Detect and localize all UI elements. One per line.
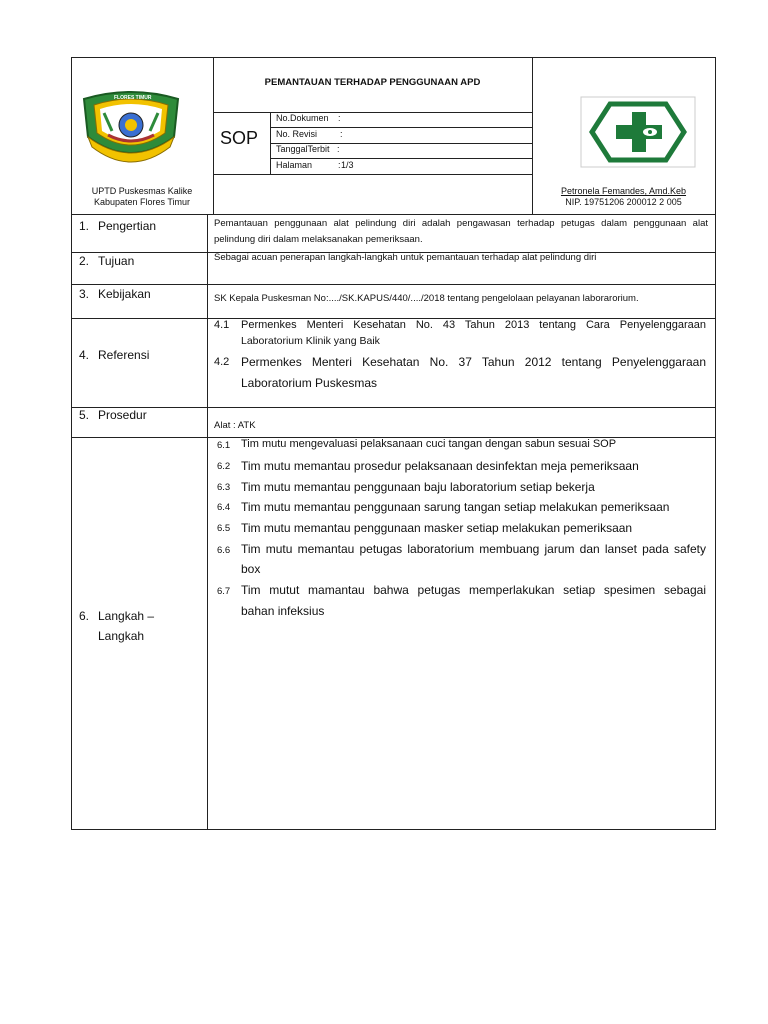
- langkah-item-number: 6.1: [217, 440, 231, 451]
- tujuan-text: Sebagai acuan penerapan langkah-langkah untuk pemantauan terhadap alat pelindung diri: [214, 252, 597, 263]
- section-number: 3.: [79, 287, 90, 301]
- section-number: 6.: [79, 609, 90, 623]
- langkah-item-text: Tim mutu memantau penggunaan masker setiap melakukan pemeriksaan: [241, 521, 633, 535]
- meta-sep: :: [340, 129, 343, 139]
- section-label-kebijakan: Kebijakan: [98, 287, 151, 301]
- puskesmas-logo: [580, 96, 696, 168]
- meta-value-halaman: 1/3: [341, 160, 354, 170]
- section-number: 4.: [79, 348, 90, 362]
- langkah-item-text: Tim mutut mamantau bahwa petugas memperlakukan setiap spesimen sebagai: [241, 583, 706, 597]
- org-regency: Kabupaten Flores Timur: [93, 197, 191, 207]
- referensi-item-number: 4.2: [214, 356, 230, 368]
- langkah-item-number: 6.7: [217, 586, 231, 597]
- kebijakan-text: SK Kepala Puskesman No:..../SK.KAPUS/440/..../2018 tentang pengelolaan pelayanan laborarorium.: [214, 293, 639, 304]
- signer-nip: NIP. 19751206 200012 2 005: [565, 197, 682, 207]
- meta-label-no-dokumen: No.Dokumen: [276, 113, 329, 123]
- langkah-item-text: Tim mutu mengevaluasi pelaksanaan cuci tangan dengan sabun sesuai SOP: [241, 438, 617, 450]
- section-label-langkah-line2: Langkah: [98, 629, 145, 643]
- langkah-item-number: 6.5: [217, 523, 231, 534]
- meta-label-tanggal-terbit: TanggalTerbit: [276, 144, 330, 154]
- section-label-tujuan: Tujuan: [98, 254, 135, 268]
- document-title: PEMANTAUAN TERHADAP PENGGUNAAN APD: [264, 77, 481, 88]
- langkah-item-text: Tim mutu memantau prosedur pelaksanaan desinfektan meja pemeriksaan: [241, 459, 639, 473]
- meta-sep: :: [338, 160, 341, 170]
- langkah-item-number: 6.4: [217, 502, 231, 513]
- sop-label: SOP: [220, 128, 259, 148]
- meta-label-halaman: Halaman: [276, 160, 313, 170]
- referensi-item-line1: Permenkes Menteri Kesehatan No. 37 Tahun 2012 tentang Penyelenggaraan: [241, 355, 706, 369]
- pengertian-text: Pemantauan penggunaan alat pelindung diri adalah pengawasan terhadap petugas dalam penggunaan alat pelindung diri dalam melaksanakan pemeriksaan.: [214, 218, 708, 245]
- langkah-item-number: 6.2: [217, 461, 231, 472]
- referensi-item-number: 4.1: [214, 319, 230, 331]
- section-number: 2.: [79, 254, 90, 268]
- signer-name: Petronela Femandes, Amd.Keb: [560, 186, 687, 196]
- meta-label-no-revisi: No. Revisi: [276, 129, 318, 139]
- langkah-item-text: Tim mutu memantau penggunaan baju laboratorium setiap bekerja: [241, 480, 595, 494]
- regency-logo: [78, 85, 184, 167]
- prosedur-text: Alat : ATK: [214, 420, 256, 431]
- referensi-item-line1: Permenkes Menteri Kesehatan No. 43 Tahun 2013 tentang Cara Penyelenggaraan: [241, 319, 706, 331]
- referensi-item-line2: Laboratorium Klinik yang Baik: [241, 335, 380, 347]
- regency-logo-text: FLORES TIMUR: [114, 95, 152, 101]
- section-number: 1.: [79, 219, 90, 233]
- section-label-pengertian: Pengertian: [98, 219, 157, 233]
- langkah-item-text: Tim mutu memantau petugas laboratorium membuang jarum dan lanset pada safety: [241, 542, 706, 556]
- referensi-item-line2: Laboratorium Puskesmas: [241, 376, 378, 390]
- org-name: UPTD Puskesmas Kalike: [91, 186, 193, 196]
- section-label-prosedur: Prosedur: [98, 408, 147, 422]
- meta-sep: :: [338, 113, 341, 123]
- langkah-item-text: Tim mutu memantau penggunaan sarung tangan setiap melakukan pemeriksaan: [241, 500, 670, 514]
- langkah-item-number: 6.6: [217, 545, 231, 556]
- section-label-langkah: Langkah –: [98, 609, 155, 623]
- langkah-item-number: 6.3: [217, 482, 231, 493]
- section-label-referensi: Referensi: [98, 348, 150, 362]
- langkah-item-text-line2: bahan infeksius: [241, 604, 325, 618]
- section-number: 5.: [79, 408, 90, 422]
- langkah-item-text-line2: box: [241, 562, 261, 576]
- meta-sep: :: [337, 144, 340, 154]
